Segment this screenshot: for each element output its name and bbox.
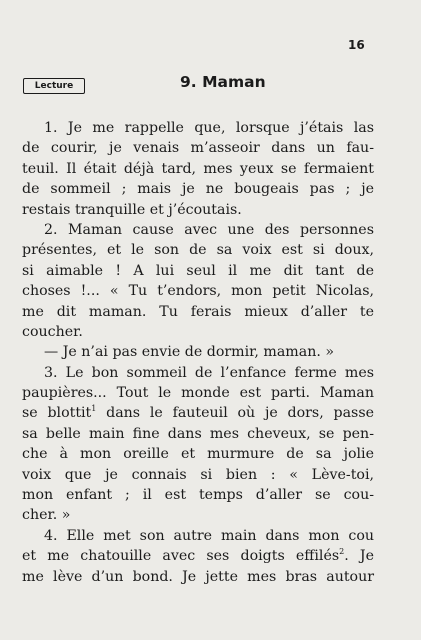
text-line-content: 3. Le bon sommeil de l’enfance ferme mes xyxy=(44,364,374,381)
text-line-content: 1. Je me rappelle que, lorsque j’étais las xyxy=(44,120,374,136)
text-line-content: de sommeil ; mais je ne bougeais pas ; je xyxy=(22,181,374,198)
text-line-content: teuil. Il était déjà tard, mes yeux se fermaient xyxy=(22,160,374,177)
text-line-content: me dit maman. Tu ferais mieux d’aller te xyxy=(22,303,374,320)
text-line-content: . Je xyxy=(344,548,374,565)
page-number: 16 xyxy=(348,38,365,52)
text-line-content: sa belle main fine dans mes cheveux, se pen- xyxy=(22,425,374,442)
text-line-content: dans le fauteuil où je dors, passe xyxy=(96,405,374,422)
text-line xyxy=(22,526,374,546)
footnote-marker: 1 xyxy=(91,404,97,414)
text-line-content: che à mon oreille et murmure de sa jolie xyxy=(22,446,374,463)
text-line xyxy=(22,342,374,362)
text-line xyxy=(22,403,374,423)
text-line xyxy=(22,281,374,301)
text-line-content: 4. Elle met son autre main dans mon cou xyxy=(44,527,374,544)
text-line-content: choses !... « Tu t’endors, mon petit Nicolas, xyxy=(22,283,374,300)
lecture-badge: Lecture xyxy=(23,78,85,94)
text-line-content: coucher. xyxy=(22,323,83,340)
text-line-content: se blottit xyxy=(22,405,92,422)
text-line xyxy=(22,302,374,322)
text-line-content: et me chatouille avec ses doigts effilés xyxy=(22,548,340,565)
footnote-marker: 2 xyxy=(339,547,345,557)
text-line-content: si aimable ! A lui seul il me dit tant de xyxy=(22,262,374,279)
text-line xyxy=(22,179,374,199)
text-line-content: paupières... Tout le monde est parti. Maman xyxy=(22,385,374,402)
text-line xyxy=(22,383,374,403)
text-line xyxy=(22,485,374,505)
text-line xyxy=(22,465,374,485)
text-line xyxy=(22,118,374,138)
text-line-content: mon enfant ; il est temps d’aller se cou- xyxy=(22,487,374,504)
text-line-content: — Je n’ai pas envie de dormir, maman. » xyxy=(44,344,335,361)
text-line-content: de courir, je venais m’asseoir dans un fau- xyxy=(22,140,374,157)
text-line-content: me lève d’un bond. Je jette mes bras autour xyxy=(22,568,374,585)
text-line-content: restais tranquille et j’écoutais. xyxy=(22,201,242,218)
text-line xyxy=(22,240,374,260)
text-line-content: 2. Maman cause avec une des personnes xyxy=(44,221,374,238)
text-line xyxy=(22,138,374,158)
text-line xyxy=(22,261,374,281)
chapter-title: 9. Maman xyxy=(180,73,266,91)
text-line xyxy=(22,567,374,587)
text-line xyxy=(22,505,374,525)
body-text xyxy=(22,118,374,587)
text-line xyxy=(22,220,374,240)
text-line-content: présentes, et le son de sa voix est si doux, xyxy=(22,242,374,259)
text-line xyxy=(22,322,374,342)
text-line xyxy=(22,424,374,444)
text-line xyxy=(22,546,374,566)
text-line xyxy=(22,159,374,179)
text-line-content: voix que je connais si bien : « Lève-toi, xyxy=(22,466,374,483)
text-line xyxy=(22,200,374,220)
text-line-content: cher. » xyxy=(22,507,71,524)
text-line xyxy=(22,363,374,383)
text-line xyxy=(22,444,374,464)
